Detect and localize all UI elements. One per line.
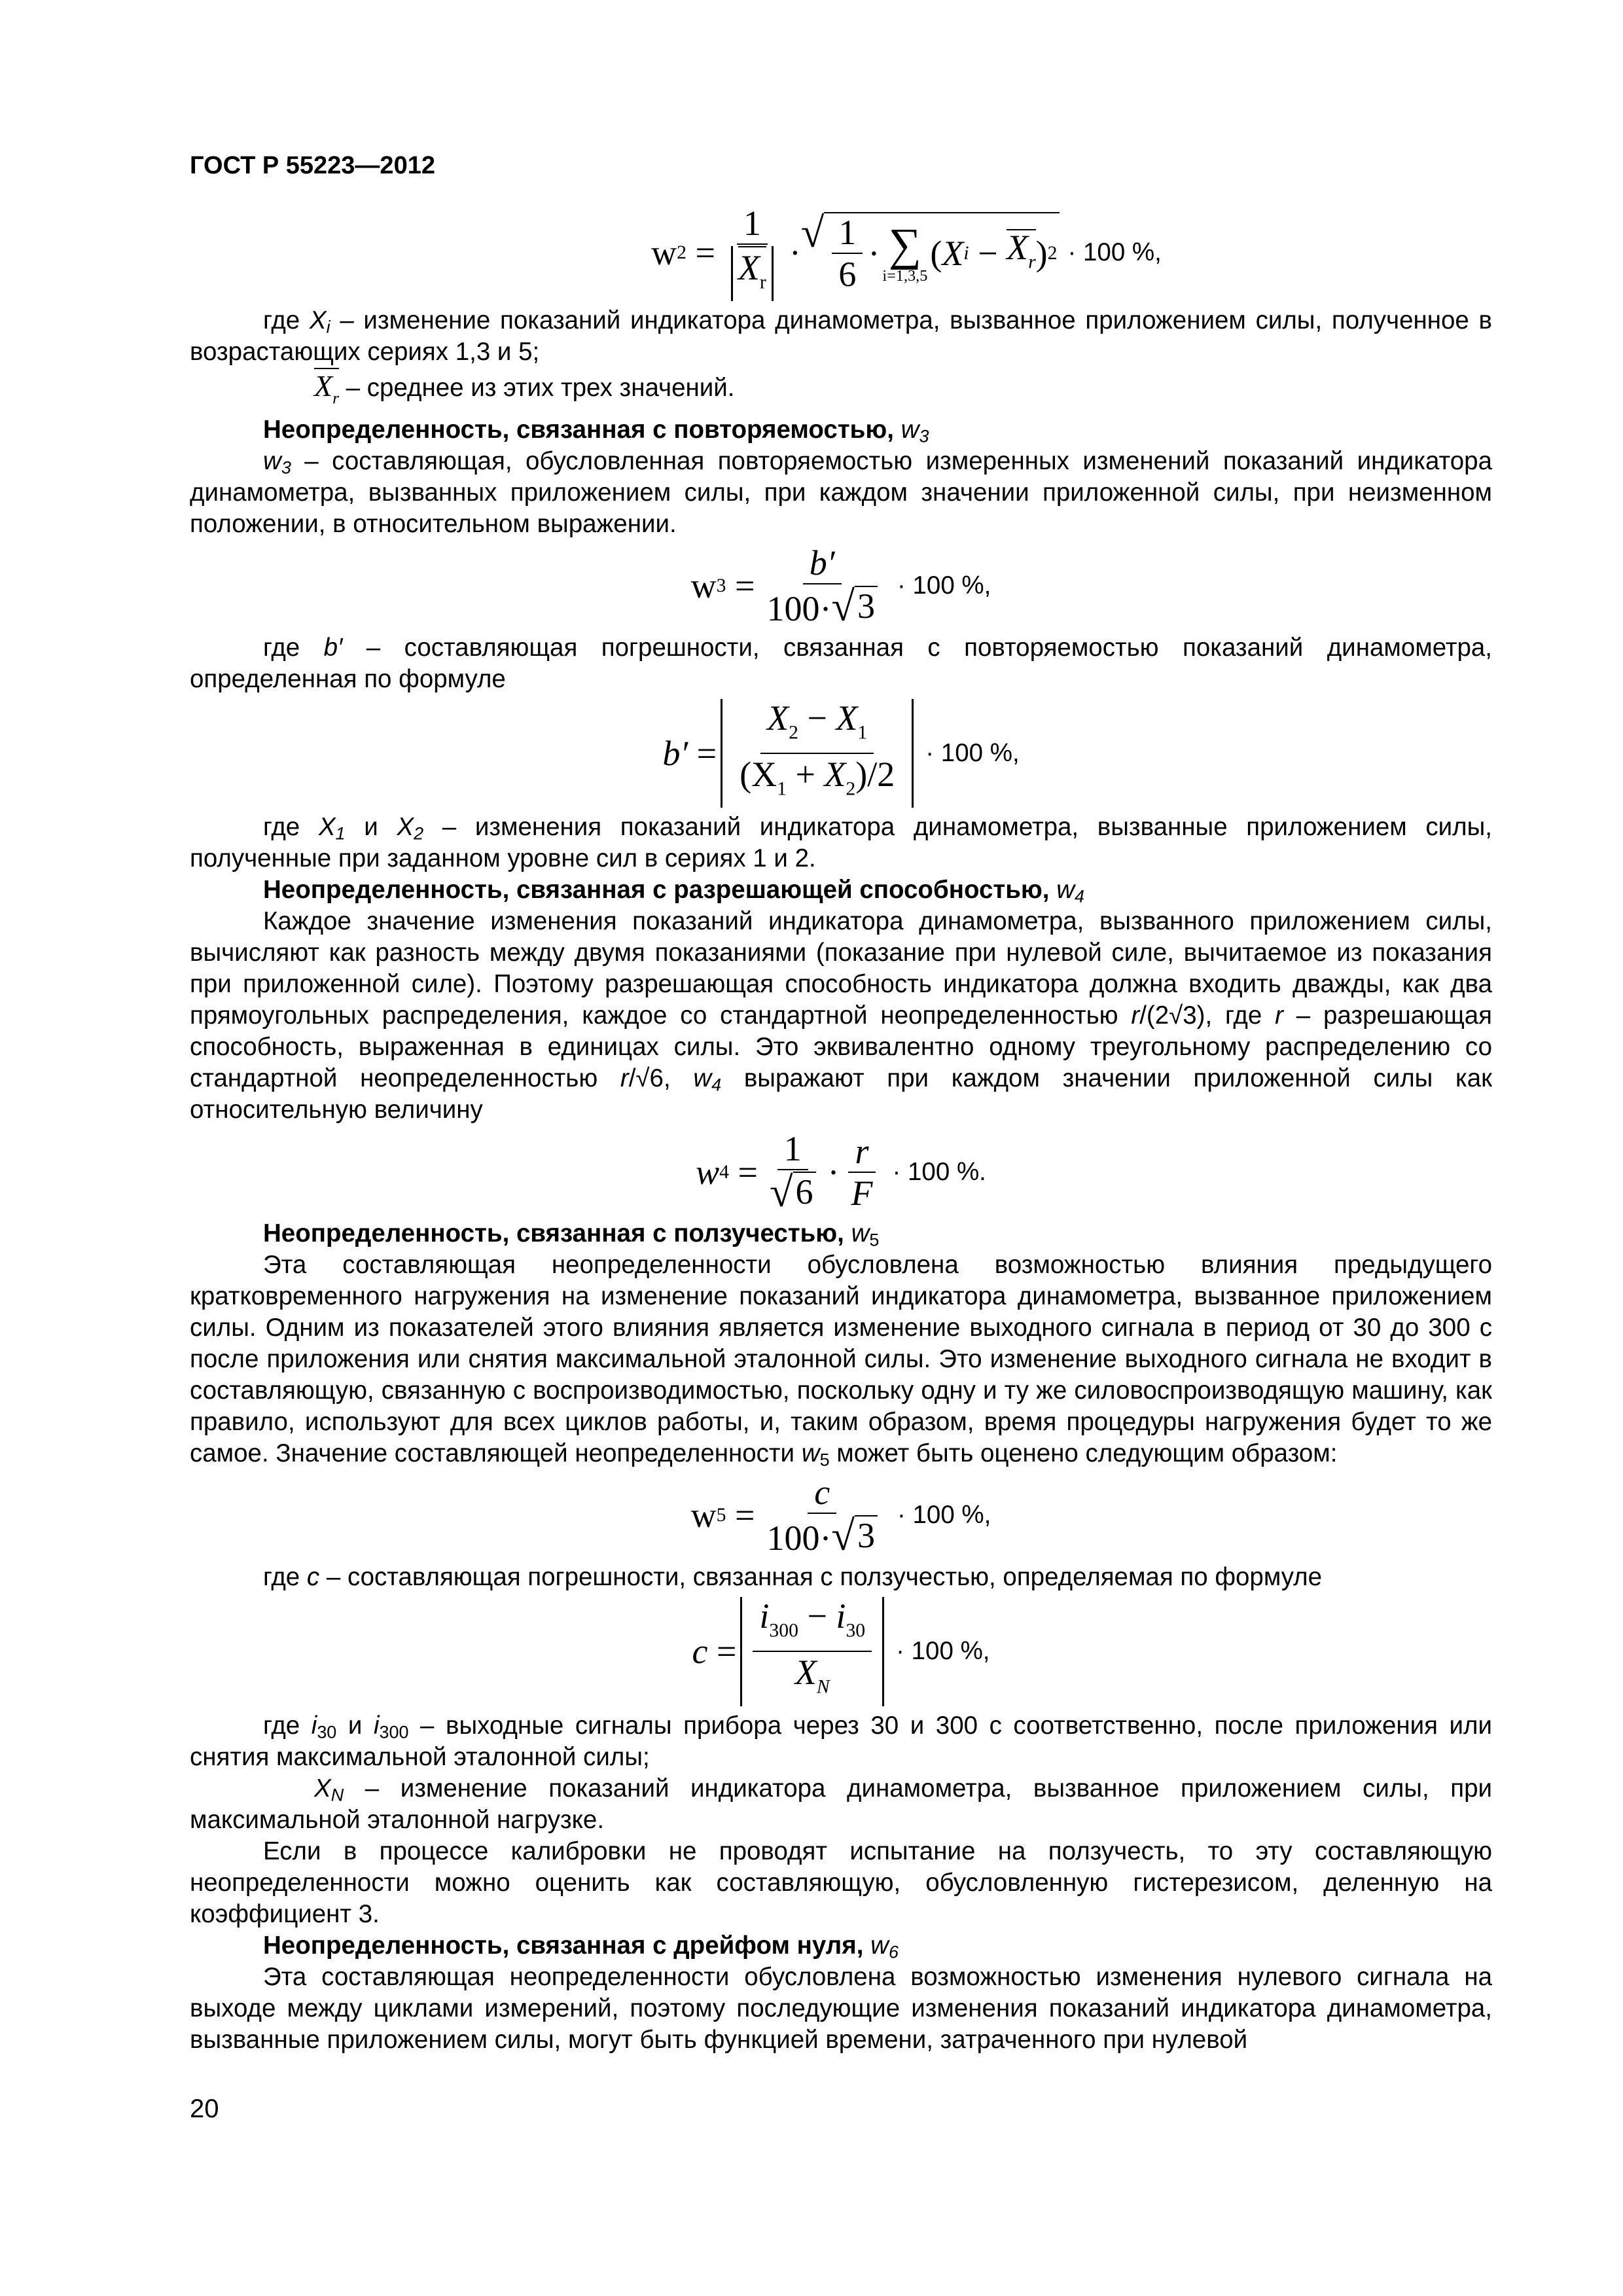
heading-w5: Неопределенность, связанная с ползучестью, $w_5$: [263, 1219, 880, 1250]
paragraph-w6: Эта составляющая неопределенности обусловлена возможностью изменения нулевого сигнала на выходе между циклами измерений, поэтому последующие изменения показаний индикатора динамометра, вызванные приложением силы, могут быть функцией времени, затраченного при нулевой: [190, 1962, 1492, 2054]
heading-w3: Неопределенность, связанная с повторяемостью, $w_3$: [263, 415, 929, 446]
formula-w2: w 2 = $\frac{1}{X_r}$ · √ $\frac{1}{6}$ · ∑ i=1,3,5 ( X i − $X_r$ ) 2 · 100 %,: [321, 204, 1492, 301]
formula-w3: w 3 = b′ 100· √ 3 · 100 %,: [690, 543, 991, 630]
page-number: 20: [190, 2094, 219, 2123]
formula-w5: w 5 = c 100· √ 3 · 100 %,: [690, 1473, 991, 1560]
paragraph-x1x2: где $X_1$ и $X_2$ – изменения показаний индикатора динамометра, вызванные приложением силы, полученные при заданном уровне сил в сериях 1 и 2.: [190, 813, 1492, 873]
paragraph-xr: $X_r$ – среднее из этих трех значений.: [190, 368, 1492, 414]
formula-w2-tail: · 100 %,: [1067, 238, 1162, 267]
formula-b: b′ = $\frac{X_2 - X_1}{(X_1 + X_2)/2}$ · 100 %,: [190, 699, 1492, 808]
paragraph-c: где c – составляющая погрешности, связанная с ползучестью, определяемая по формуле: [263, 1562, 1323, 1591]
paragraph-creep-note: Если в процессе калибровки не проводят испытание на ползучесть, то эту составляющую неопределенности можно оценить как составляющую, обусловленную гистерезисом, деленную на коэффициент 3.: [190, 1837, 1492, 1928]
paragraph-w5: Эта составляющая неопределенности обусловлена возможностью влияния предыдущего кратковременного нагружения на изменение показаний индикатора динамометра, вызванное приложением силы. Одним из показателей этого влияния является изменение выходного сигнала в период от 30 до 300 с после приложения или снятия максимальной эталонной силы. Это изменение выходного сигнала не входит в составляющую, связанную с воспроизводимостью, поскольку одну и ту же силовоспроизводящую машину, как правило, используют для всех циклов работы, и, таким образом, время процедуры нагружения будет то же самое. Значение составляющей неопределенности $w_5$ может быть оценено следующим образом:: [190, 1251, 1492, 1470]
paragraph-w4: Каждое значение изменения показаний индикатора динамометра, вызванного приложением силы, вычисляют как разность между двумя показаниями (показание при нулевой силе, вычитаемое из показания при приложенной силе). Поэтому разрешающая способность индикатора должна входить дважды, как два прямоугольных распределения, каждое со стандартной неопределенностью r/(2√3), где r – разрешающая способность, выраженная в единицах силы. Это эквивалентно одному треугольному распределению со стандартной неопределенностью r/√6, $w_4$ выражают при каждом значении приложенной силы как относительную величину: [190, 907, 1493, 1124]
formula-w4: w 4 = 1 √ 6 · $\frac{r}{F}$ · 100 %.: [696, 1129, 986, 1217]
formula-w3-tail: · 100 %,: [897, 571, 991, 600]
paragraph-xi: где $X_i$ – изменение показаний индикатора динамометра, вызванное приложением силы, полученное в возрастающих сериях 1,3 и 5;: [190, 306, 1492, 367]
paragraph-b: где b′ – составляющая погрешности, связанная с повторяемостью показаний динамометра, определенная по формуле: [190, 633, 1493, 693]
heading-w4: Неопределенность, связанная с разрешающей способностью, $w_4$: [263, 876, 1085, 906]
paragraph-w3: $w_3$ – составляющая, обусловленная повторяемостью измеренных изменений показаний индикатора динамометра, вызванных приложением силы, при каждом значении приложенной силы, при неизменном положении, в относительном выражении.: [190, 446, 1492, 538]
formula-b-tail: · 100 %,: [925, 738, 1020, 767]
paragraph-xn: $X_N$ – изменение показаний индикатора динамометра, вызванное приложением силы, при максимальной эталонной нагрузке.: [190, 1774, 1492, 1834]
formula-c-tail: · 100 %,: [896, 1637, 990, 1666]
formula-c: c = $\frac{i_{300} - i_{30}}{X_N}$ · 100 %,: [190, 1597, 1492, 1706]
heading-w6: Неопределенность, связанная с дрейфом нуля, $w_6$: [263, 1931, 899, 1962]
page-content: [190, 200, 1492, 2056]
formula-w4-tail: · 100 %.: [892, 1157, 986, 1186]
document-id: ГОСТ Р 55223—2012: [190, 152, 435, 179]
formula-w5-tail: · 100 %,: [897, 1501, 991, 1530]
paragraph-i30: где $i_{30}$ и $i_{300}$ – выходные сигналы прибора через 30 и 300 с соответственно, после приложения или снятия максимальной эталонной силы;: [190, 1711, 1493, 1771]
